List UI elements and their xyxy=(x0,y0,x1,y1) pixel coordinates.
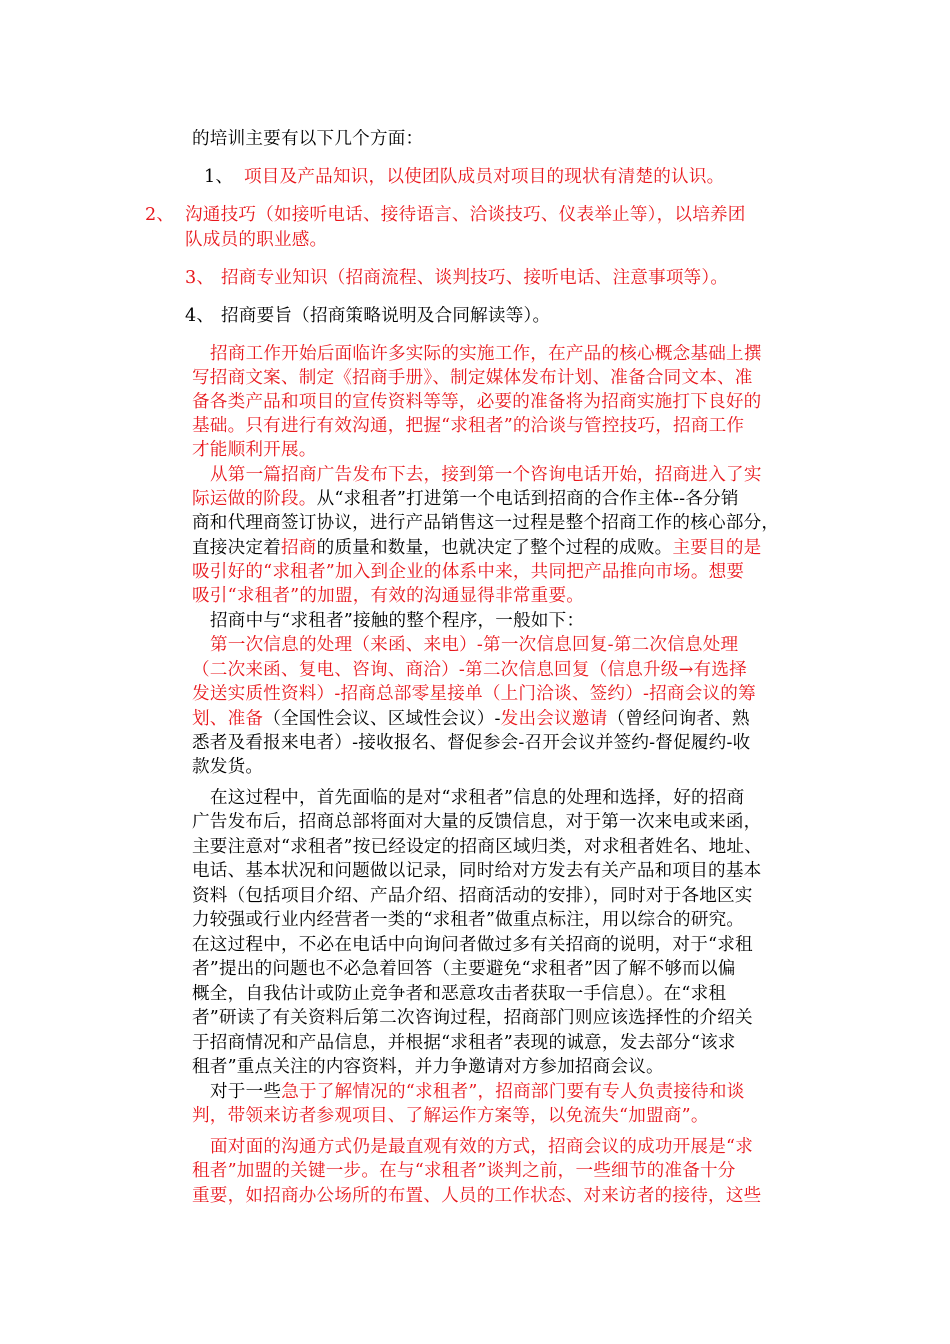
p1-line-4: 基础。只有进行有效沟通，把握“求租者”的洽谈与管控技巧，招商工作 xyxy=(192,416,745,436)
p2-black-run: 从“求租者”打进第一个电话到招商的合作主体--各分销 xyxy=(316,489,739,509)
p2-line-5: 吸引好的“求租者”加入到企业的体系中来，共同把产品推向市场。想要 xyxy=(192,562,745,582)
p5-line-7: 在这过程中，不必在电话中向询问者做过多有关招商的说明，对于“求租 xyxy=(192,935,753,955)
p5-line-10: 者”研读了有关资料后第二次咨询过程，招商部门则应该选择性的介绍关 xyxy=(192,1008,753,1028)
p2-red-run: 主要目的是 xyxy=(672,538,762,558)
p6-black-run: 对于一些 xyxy=(210,1082,282,1102)
p4-line-5: 悉者及看报来电者）-接收报名、督促参会-召开会议并签约-督促履约-收 xyxy=(192,733,751,753)
p5-line-4: 电话、基本状况和问题做以记录，同时给对方发去有关产品和项目的基本 xyxy=(192,861,762,881)
p5-line-6: 力较强或行业内经营者一类的“求租者”做重点标注，用以综合的研究。 xyxy=(192,910,745,930)
list-text: 项目及产品知识，以使团队成员对项目的现状有清楚的认识。 xyxy=(244,167,725,187)
p7-line-3: 重要，如招商办公场所的布置、人员的工作状态、对来访者的接待，这些 xyxy=(192,1186,762,1206)
p1-line-2: 写招商文案、制定《招商手册》、制定媒体发布计划、准备合同文本、准 xyxy=(192,368,753,388)
p5-line-5: 资料（包括项目介绍、产品介绍、招商活动的安排），同时对于各地区实 xyxy=(192,886,753,906)
intro-line: 的培训主要有以下几个方面： xyxy=(192,129,424,149)
p5-line-9: 概全，自我估计或防止竞争者和恶意攻击者获取一手信息）。在“求租 xyxy=(192,984,727,1004)
list-number: 4、 xyxy=(185,306,215,326)
p4-black-run: （曾经问询者、熟 xyxy=(607,709,750,729)
list-text: 沟通技巧（如接听电话、接待语言、洽谈技巧、仪表举止等），以培养团 xyxy=(185,205,746,225)
p5-line-1: 在这过程中，首先面临的是对“求租者”信息的处理和选择，好的招商 xyxy=(210,788,745,808)
p6-red-run: 急于了解情况的“求租者”，招商部门要有专人负责接待和谈 xyxy=(281,1082,745,1102)
p5-line-11: 于招商情况和产品信息，并根据“求租者”表现的诚意，发去部分“该求 xyxy=(192,1033,736,1053)
p5-line-8: 者”提出的问题也不必急着回答（主要避免“求租者”因了解不够而以偏 xyxy=(192,959,736,979)
p2-black-run: 的质量和数量，也就决定了整个过程的成败。 xyxy=(316,538,673,558)
list-text: 招商要旨（招商策略说明及合同解读等）。 xyxy=(221,306,551,326)
p2-line-4 xyxy=(192,536,761,560)
p2-line-3: 商和代理商签订协议，进行产品销售这一过程是整个招商工作的核心部分， xyxy=(192,513,780,533)
list-item-1 xyxy=(204,165,724,189)
p2-red-run: 际运做的阶段。 xyxy=(192,489,317,509)
p4-line-1: 第一次信息的处理（来函、来电）-第一次信息回复-第二次信息处理 xyxy=(210,635,739,655)
list-text: 招商专业知识（招商流程、谈判技巧、接听电话、注意事项等）。 xyxy=(221,268,729,288)
p2-line-2 xyxy=(192,487,739,511)
list-item-3 xyxy=(185,266,728,290)
p4-line-6: 款发货。 xyxy=(192,757,264,777)
p7-line-1: 面对面的沟通方式仍是最直观有效的方式，招商会议的成功开展是“求 xyxy=(210,1137,754,1157)
p6-line-1 xyxy=(210,1080,744,1104)
p4-red-run: 发出会议邀请 xyxy=(500,709,608,729)
p1-line-1: 招商工作开始后面临许多实际的实施工作，在产品的核心概念基础上撰 xyxy=(210,344,762,364)
p3-line: 招商中与“求租者”接触的整个程序，一般如下： xyxy=(210,611,585,631)
p4-red-run: 划、准备 xyxy=(192,709,264,729)
p4-line-2: （二次来函、复电、咨询、商洽）-第二次信息回复（信息升级→有选择 xyxy=(192,660,747,680)
p4-line-4 xyxy=(192,707,750,731)
list-item-2-cont: 队成员的职业感。 xyxy=(185,230,328,250)
p5-line-12: 租者”重点关注的内容资料，并力争邀请对方参加招商会议。 xyxy=(192,1057,664,1077)
p2-black-run: 直接决定着 xyxy=(192,538,281,558)
p2-red-run: 招商 xyxy=(280,538,317,558)
p2-line-1: 从第一篇招商广告发布下去，接到第一个咨询电话开始，招商进入了实 xyxy=(210,465,762,485)
p1-line-5: 才能顺利开展。 xyxy=(192,440,317,460)
list-number: 1、 xyxy=(204,167,234,187)
p6-line-2: 判，带领来访者参观项目、了解运作方案等，以免流失“加盟商”。 xyxy=(192,1106,709,1126)
list-item-2 xyxy=(145,203,746,227)
p4-black-run: （全国性会议、区域性会议）- xyxy=(263,709,501,729)
list-number: 2、 xyxy=(145,205,175,225)
p4-line-3: 发送实质性资料）-招商总部零星接单（上门洽谈、签约）-招商会议的筹 xyxy=(192,684,756,704)
p2-line-6: 吸引“求租者”的加盟，有效的沟通显得非常重要。 xyxy=(192,586,585,606)
list-number: 3、 xyxy=(185,268,215,288)
p1-line-3: 备各类产品和项目的宣传资料等等，必要的准备将为招商实施打下良好的 xyxy=(192,392,762,412)
p5-line-3: 主要注意对“求租者”按已经设定的招商区域归类，对求租者姓名、地址、 xyxy=(192,837,762,857)
p7-line-2: 租者”加盟的关键一步。在与“求租者”谈判之前，一些细节的准备十分 xyxy=(192,1161,736,1181)
p5-line-2: 广告发布后，招商总部将面对大量的反馈信息，对于第一次来电或来函， xyxy=(192,812,762,832)
list-item-4 xyxy=(185,304,550,328)
